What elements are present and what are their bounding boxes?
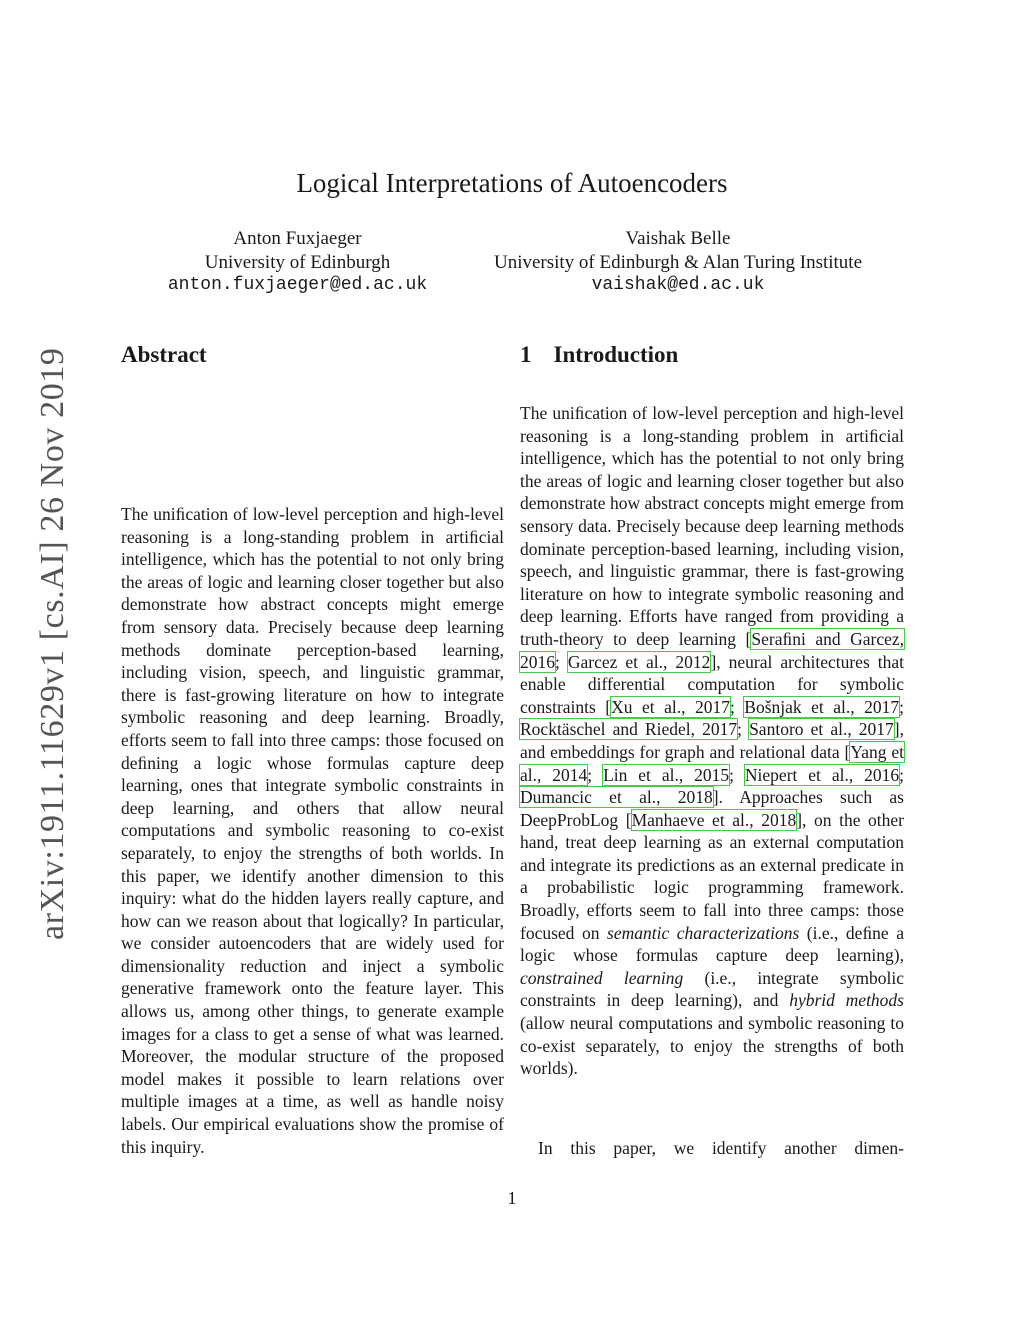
introduction-paragraph-2: In this paper, we identify another dimen- [538, 1138, 904, 1158]
citation-link[interactable]: Seraﬁni and Garcez, 2016 [520, 628, 904, 672]
author-name: Anton Fuxjaeger [233, 228, 362, 249]
citation-link[interactable]: Niepert et al., 2016 [744, 764, 900, 785]
citation-link[interactable]: Yang et al., 2014 [520, 741, 904, 785]
author-block-2 [478, 227, 878, 298]
author-block-1 [150, 227, 445, 298]
citation-link[interactable]: Santoro et al., 2017 [749, 719, 894, 740]
abstract-heading: Abstract [121, 342, 207, 367]
author-name: Vaishak Belle [625, 228, 731, 249]
introduction-paragraph-1: The uniﬁcation of low-level perception and high-level reasoning is a long-standing problem in artiﬁcial intelligence, which has the potential to not only bring the areas of logic and learning closer together but also demonstrate how abstract concepts might emerge from sensory data. Precisely because deep learning methods dominate perception-based learning, including vision, speech, and linguistic grammar, there is fast-growing literature on how to integrate symbolic reasoning and deep learning. Efforts have ranged from providing a truth-theory to deep learning [Seraﬁni and Garcez, 2016; Garcez et al., 2012], neural architectures that enable differential computation for symbolic constraints [Xu et al., 2017; Bošnjak et al., 2017; Rocktäschel and Riedel, 2017; Santoro et al., 2017], and embeddings for graph and relational data [Yang et al., 2014; Lin et al., 2015; Niepert et al., 2016; Dumancic et al., 2018]. Approaches such as DeepProbLog [Manhaeve et al., 2018], on the other hand, treat deep learning as an external computation and integrate its predictions as an external predicate in a probabilistic logic programming framework. Broadly, efforts seem to fall into three camps: those focused on semantic characterizations (i.e., deﬁne a logic whose formulas capture deep learning), constrained learning (i.e., integrate symbolic constraints in deep learning), and hybrid methods (allow neural computations and symbolic reasoning to co-exist separately, to enjoy the strengths of both worlds). [520, 403, 905, 1079]
paper-title: Logical Interpretations of Autoencoders [296, 168, 728, 198]
citation-link[interactable]: Rocktäschel and Riedel, 2017 [520, 719, 738, 740]
citation-link[interactable]: Dumancic et al., 2018 [520, 787, 713, 808]
section-heading-introduction [520, 342, 678, 368]
emphasis-term: constrained learning [520, 967, 684, 988]
abstract-body: The uniﬁcation of low-level perception and high-level reasoning is a long-standing problem in artiﬁcial intelligence, which has the potential to not only bring the areas of logic and learning closer together but also demonstrate how abstract concepts might emerge from sensory data. Precisely because deep learning methods dominate perception-based learning, including vision, speech, and linguistic grammar, there is fast-growing literature on how to integrate symbolic reasoning and deep learning. Broadly, efforts seem to fall into three camps: those focused on deﬁning a logic whose formulas capture deep learning, ones that integrate symbolic constraints in deep learning, and others that allow neural computations and symbolic reasoning to co-exist separately, to enjoy the strengths of both worlds. In this paper, we identify another dimension to this inquiry: what do the hidden layers really capture, and how can we reason about that logically? In particular, we consider autoencoders that are widely used for dimensionality reduction and inject a symbolic generative framework onto the feature layer. This allows us, among other things, to generate example images for a class to get a sense of what was learned. Moreover, the modular structure of the proposed model makes it possible to learn relations over multiple images at a time, as well as handle noisy labels. Our empirical evaluations show the promise of this inquiry. [121, 504, 504, 1157]
author-affiliation: University of Edinburgh & Alan Turing Institute [493, 251, 863, 273]
author-email[interactable]: anton.fuxjaeger@ed.ac.uk [167, 275, 428, 295]
emphasis-term: hybrid methods [789, 990, 904, 1011]
arxiv-identifier: arXiv:1911.11629v1 [cs.AI] 26 Nov 2019 [34, 347, 71, 940]
section-number: 1 [520, 342, 532, 367]
citation-link[interactable]: Bošnjak et al., 2017 [744, 696, 900, 717]
emphasis-term: semantic characterizations [607, 922, 800, 943]
citation-link[interactable]: Manhaeve et al., 2018 [631, 809, 797, 830]
citation-link[interactable]: Lin et al., 2015 [603, 764, 730, 785]
citation-link[interactable]: Garcez et al., 2012 [567, 651, 711, 672]
section-title: Introduction [553, 342, 679, 367]
page-number: 1 [507, 1188, 517, 1208]
citation-link[interactable]: Xu et al., 2017 [611, 696, 730, 717]
author-email[interactable]: vaishak@ed.ac.uk [591, 275, 765, 295]
author-affiliation: University of Edinburgh [204, 251, 391, 273]
